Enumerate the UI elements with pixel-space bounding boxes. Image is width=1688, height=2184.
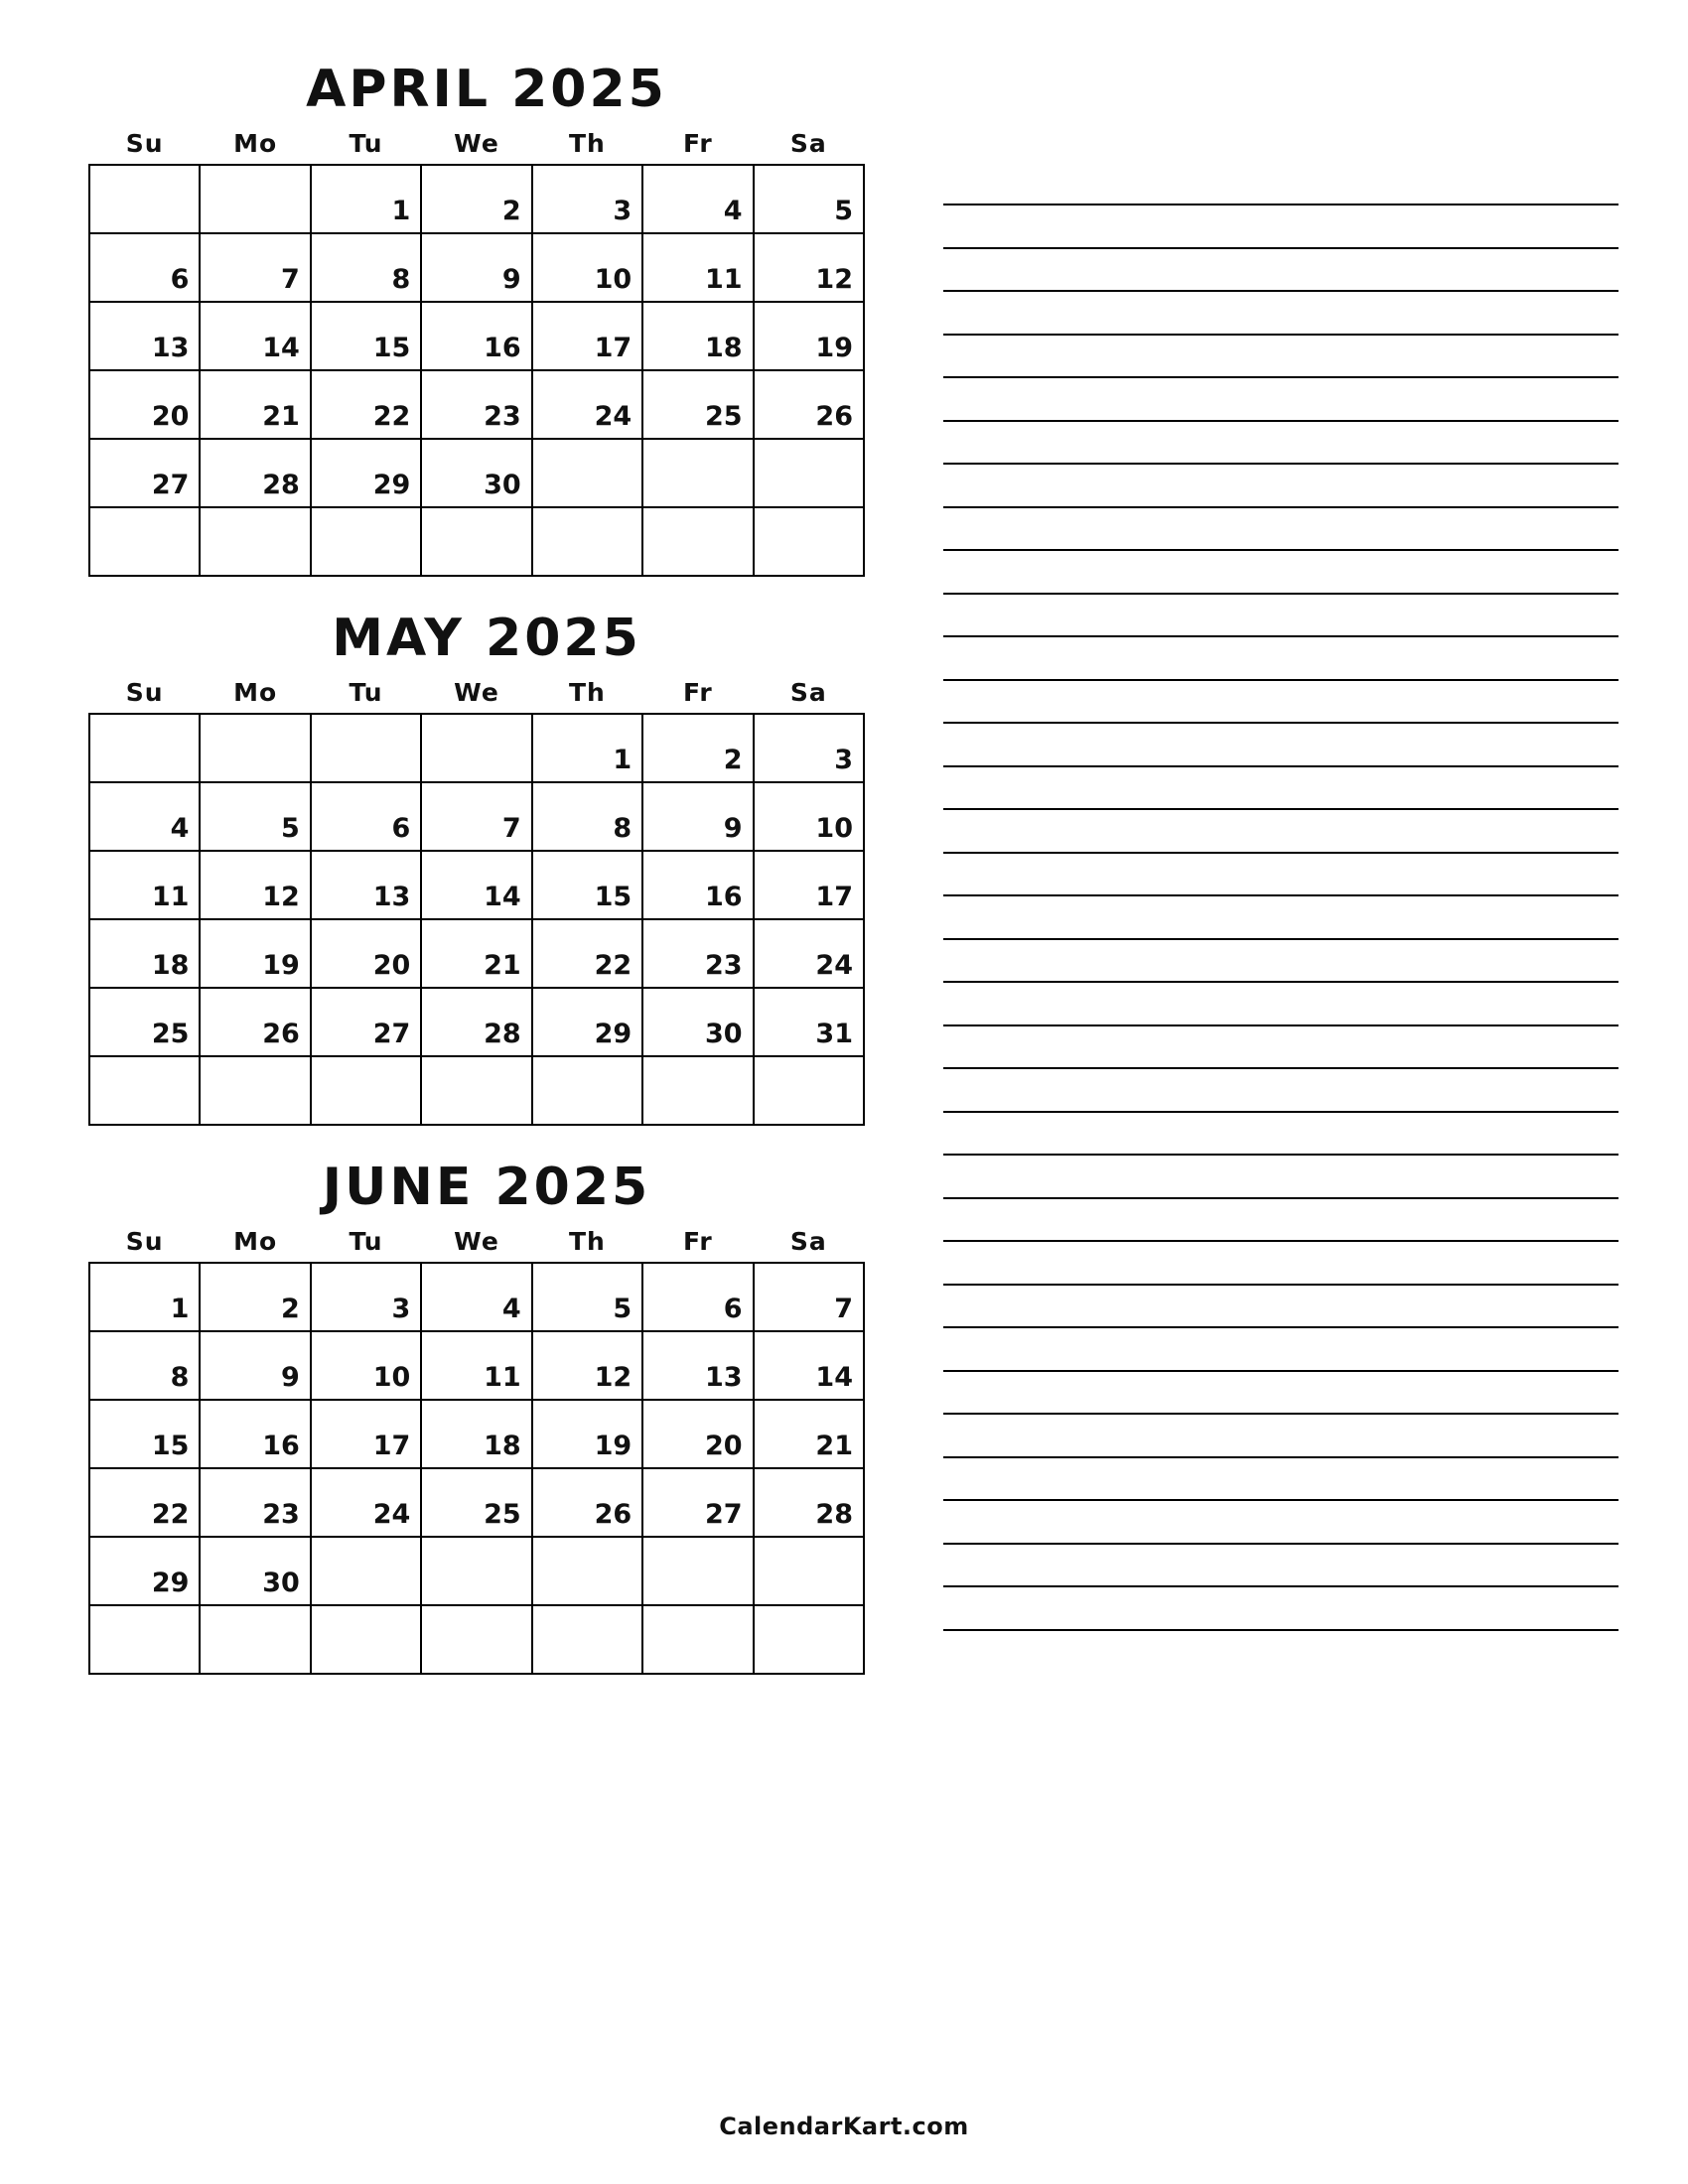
day-cell[interactable] (90, 1332, 201, 1401)
day-cell[interactable] (755, 303, 865, 371)
day-cell[interactable] (643, 989, 754, 1057)
day-cell[interactable] (643, 1469, 754, 1538)
day-number: 30 (704, 1019, 743, 1049)
note-line[interactable] (943, 767, 1618, 811)
note-line[interactable] (943, 1113, 1618, 1157)
day-cell[interactable] (312, 1538, 422, 1606)
weekday-header-may (89, 678, 864, 707)
day-number: 4 (723, 196, 743, 226)
day-number: 21 (484, 950, 521, 981)
day-cell[interactable] (201, 303, 311, 371)
day-cell[interactable] (755, 1332, 865, 1401)
month-title-june: JUNE 2025 (322, 1158, 651, 1217)
day-number: 4 (501, 1294, 521, 1324)
day-cell[interactable] (90, 234, 201, 303)
day-cell[interactable] (201, 852, 311, 920)
day-cell[interactable] (755, 715, 865, 783)
weekday-label-mo: Mo (233, 678, 278, 707)
day-cell[interactable] (312, 1057, 422, 1126)
day-cell[interactable] (312, 715, 422, 783)
day-number: 30 (484, 470, 521, 500)
day-cell[interactable] (533, 508, 643, 577)
day-cell[interactable] (90, 303, 201, 371)
day-cell[interactable] (422, 508, 532, 577)
day-number: 22 (372, 401, 411, 432)
day-cell[interactable] (90, 1057, 201, 1126)
day-number: 26 (262, 1019, 300, 1049)
weekday-label-mo: Mo (233, 129, 278, 158)
weekday-label-tu: Tu (349, 129, 383, 158)
day-cell[interactable] (201, 508, 311, 577)
day-number: 9 (501, 264, 521, 295)
day-cell[interactable] (422, 1469, 532, 1538)
day-cell[interactable] (90, 1264, 201, 1332)
note-line[interactable] (943, 292, 1618, 336)
weekday-label-su: Su (125, 678, 164, 707)
day-cell[interactable] (90, 1606, 201, 1675)
day-cell[interactable] (422, 920, 532, 989)
day-cell[interactable] (643, 1538, 754, 1606)
day-grid-may (88, 713, 865, 1126)
day-number: 23 (484, 401, 521, 432)
day-number: 20 (704, 1431, 743, 1461)
day-number: 5 (281, 813, 300, 844)
day-number: 2 (281, 1294, 300, 1324)
day-number: 16 (704, 882, 743, 912)
day-number: 1 (391, 196, 411, 226)
note-line[interactable] (943, 637, 1618, 681)
day-grid-june (88, 1262, 865, 1675)
day-number: 5 (834, 196, 853, 226)
weekday-header-june (89, 1227, 864, 1256)
day-number: 23 (704, 950, 743, 981)
note-line[interactable] (943, 1587, 1618, 1631)
day-number: 20 (151, 401, 190, 432)
note-line[interactable] (943, 1458, 1618, 1502)
note-line[interactable] (943, 508, 1618, 552)
day-number: 26 (594, 1499, 633, 1530)
day-cell[interactable] (312, 989, 422, 1057)
day-cell[interactable] (201, 783, 311, 852)
weekday-label-su: Su (125, 129, 164, 158)
day-cell[interactable] (533, 440, 643, 508)
day-cell[interactable] (422, 1264, 532, 1332)
day-cell[interactable] (90, 508, 201, 577)
day-cell[interactable] (312, 1264, 422, 1332)
weekday-label-sa: Sa (789, 678, 827, 707)
day-number: 6 (723, 1294, 743, 1324)
day-cell[interactable] (422, 1401, 532, 1469)
day-cell[interactable] (755, 508, 865, 577)
day-number: 12 (262, 882, 300, 912)
day-number: 7 (281, 264, 300, 295)
day-number: 29 (151, 1568, 190, 1598)
note-line[interactable] (943, 940, 1618, 984)
day-cell[interactable] (643, 508, 754, 577)
day-cell[interactable] (533, 1469, 643, 1538)
day-cell[interactable] (643, 783, 754, 852)
day-cell[interactable] (312, 852, 422, 920)
day-number: 3 (613, 196, 633, 226)
day-cell[interactable] (201, 371, 311, 440)
day-number: 17 (815, 882, 853, 912)
day-number: 27 (704, 1499, 743, 1530)
note-line[interactable] (943, 681, 1618, 725)
note-line[interactable] (943, 810, 1618, 854)
day-cell[interactable] (312, 234, 422, 303)
note-line[interactable] (943, 1156, 1618, 1199)
day-cell[interactable] (643, 1332, 754, 1401)
day-number: 26 (815, 401, 853, 432)
note-line[interactable] (943, 1415, 1618, 1458)
day-number: 8 (170, 1362, 190, 1393)
day-cell[interactable] (643, 166, 754, 234)
day-number: 12 (815, 264, 853, 295)
day-number: 23 (262, 1499, 300, 1530)
weekday-label-su: Su (125, 1227, 164, 1256)
day-number: 13 (704, 1362, 743, 1393)
weekday-label-fr: Fr (682, 129, 713, 158)
day-number: 7 (501, 813, 521, 844)
day-number: 1 (170, 1294, 190, 1324)
note-line[interactable] (943, 1026, 1618, 1070)
day-number: 18 (704, 333, 743, 363)
day-cell[interactable] (422, 166, 532, 234)
day-cell[interactable] (312, 1401, 422, 1469)
day-cell[interactable] (755, 234, 865, 303)
weekday-label-sa: Sa (789, 129, 827, 158)
day-cell[interactable] (533, 1401, 643, 1469)
weekday-label-tu: Tu (349, 678, 383, 707)
day-number: 15 (151, 1431, 190, 1461)
day-cell[interactable] (755, 920, 865, 989)
day-cell[interactable] (533, 1057, 643, 1126)
day-number: 24 (372, 1499, 411, 1530)
note-line[interactable] (943, 724, 1618, 767)
day-cell[interactable] (643, 1057, 754, 1126)
day-cell[interactable] (90, 371, 201, 440)
day-cell[interactable] (90, 1469, 201, 1538)
day-cell[interactable] (90, 852, 201, 920)
day-number: 1 (613, 745, 633, 775)
day-number: 27 (372, 1019, 411, 1049)
day-cell[interactable] (533, 783, 643, 852)
day-cell[interactable] (312, 783, 422, 852)
day-cell[interactable] (90, 783, 201, 852)
day-cell[interactable] (90, 920, 201, 989)
weekday-label-we: We (454, 129, 499, 158)
weekday-label-we: We (454, 678, 499, 707)
day-cell[interactable] (201, 1332, 311, 1401)
weekday-label-th: Th (568, 1227, 606, 1256)
day-cell[interactable] (755, 1057, 865, 1126)
day-number: 8 (613, 813, 633, 844)
day-cell[interactable] (533, 715, 643, 783)
day-number: 21 (815, 1431, 853, 1461)
note-line[interactable] (943, 854, 1618, 897)
day-cell[interactable] (643, 715, 754, 783)
day-cell[interactable] (755, 852, 865, 920)
note-line[interactable] (943, 1199, 1618, 1243)
note-line[interactable] (943, 551, 1618, 595)
weekday-label-fr: Fr (682, 1227, 713, 1256)
day-number: 12 (594, 1362, 633, 1393)
day-cell[interactable] (533, 166, 643, 234)
day-cell[interactable] (422, 989, 532, 1057)
day-number: 28 (815, 1499, 853, 1530)
day-cell[interactable] (533, 371, 643, 440)
day-cell[interactable] (755, 1264, 865, 1332)
day-cell[interactable] (643, 440, 754, 508)
day-cell[interactable] (643, 920, 754, 989)
day-number: 24 (815, 950, 853, 981)
day-cell[interactable] (201, 166, 311, 234)
note-line[interactable] (943, 465, 1618, 508)
month-title-may: MAY 2025 (332, 609, 641, 668)
day-cell[interactable] (201, 1264, 311, 1332)
day-cell[interactable] (312, 1469, 422, 1538)
day-cell[interactable] (643, 852, 754, 920)
day-cell[interactable] (90, 1538, 201, 1606)
weekday-label-mo: Mo (233, 1227, 278, 1256)
day-cell[interactable] (755, 1469, 865, 1538)
weekday-label-th: Th (568, 129, 606, 158)
day-cell[interactable] (755, 371, 865, 440)
note-line[interactable] (943, 1328, 1618, 1372)
day-cell[interactable] (755, 989, 865, 1057)
day-number: 15 (372, 333, 411, 363)
day-cell[interactable] (90, 989, 201, 1057)
day-number: 18 (151, 950, 190, 981)
day-number: 19 (594, 1431, 633, 1461)
day-number: 11 (151, 882, 190, 912)
day-number: 16 (262, 1431, 300, 1461)
day-cell[interactable] (90, 1401, 201, 1469)
day-number: 6 (170, 264, 190, 295)
day-number: 18 (484, 1431, 521, 1461)
day-cell[interactable] (643, 1606, 754, 1675)
day-number: 22 (594, 950, 633, 981)
day-number: 10 (815, 813, 853, 844)
day-number: 6 (391, 813, 411, 844)
day-number: 9 (281, 1362, 300, 1393)
day-cell[interactable] (755, 783, 865, 852)
day-number: 9 (723, 813, 743, 844)
day-cell[interactable] (422, 440, 532, 508)
day-cell[interactable] (643, 1264, 754, 1332)
day-cell[interactable] (312, 1332, 422, 1401)
day-cell[interactable] (422, 783, 532, 852)
day-number: 21 (262, 401, 300, 432)
weekday-label-we: We (454, 1227, 499, 1256)
day-number: 30 (262, 1568, 300, 1598)
day-cell[interactable] (201, 989, 311, 1057)
day-cell[interactable] (312, 1606, 422, 1675)
note-line[interactable] (943, 378, 1618, 422)
day-number: 2 (723, 745, 743, 775)
day-cell[interactable] (201, 1538, 311, 1606)
weekday-label-sa: Sa (789, 1227, 827, 1256)
day-cell[interactable] (201, 1469, 311, 1538)
day-cell[interactable] (755, 1538, 865, 1606)
day-number: 27 (151, 470, 190, 500)
notes-lines[interactable] (943, 204, 1618, 1631)
months-column (70, 60, 884, 1706)
day-cell[interactable] (312, 508, 422, 577)
day-cell[interactable] (755, 1401, 865, 1469)
month-block-may (70, 609, 884, 1126)
note-line[interactable] (943, 1286, 1618, 1329)
day-number: 24 (594, 401, 633, 432)
footer-branding: CalendarKart.com (719, 2113, 969, 2140)
day-cell[interactable] (755, 440, 865, 508)
day-cell[interactable] (312, 920, 422, 989)
day-cell[interactable] (201, 234, 311, 303)
day-number: 22 (151, 1499, 190, 1530)
day-cell[interactable] (422, 303, 532, 371)
day-number: 10 (594, 264, 633, 295)
note-line[interactable] (943, 1545, 1618, 1588)
note-line[interactable] (943, 422, 1618, 466)
weekday-label-th: Th (568, 678, 606, 707)
day-number: 28 (484, 1019, 521, 1049)
day-cell[interactable] (533, 1332, 643, 1401)
day-number: 7 (834, 1294, 853, 1324)
day-number: 2 (501, 196, 521, 226)
day-cell[interactable] (312, 303, 422, 371)
day-number: 25 (151, 1019, 190, 1049)
day-cell[interactable] (643, 371, 754, 440)
day-number: 3 (834, 745, 853, 775)
day-number: 13 (372, 882, 411, 912)
month-block-june (70, 1158, 884, 1675)
day-cell[interactable] (201, 1401, 311, 1469)
day-number: 17 (372, 1431, 411, 1461)
day-cell[interactable] (422, 852, 532, 920)
day-number: 14 (262, 333, 300, 363)
day-number: 5 (613, 1294, 633, 1324)
day-cell[interactable] (422, 1606, 532, 1675)
day-number: 10 (372, 1362, 411, 1393)
day-number: 28 (262, 470, 300, 500)
day-cell[interactable] (533, 989, 643, 1057)
day-number: 19 (815, 333, 853, 363)
day-number: 19 (262, 950, 300, 981)
note-line[interactable] (943, 983, 1618, 1026)
day-cell[interactable] (312, 166, 422, 234)
day-cell[interactable] (201, 715, 311, 783)
day-cell[interactable] (90, 715, 201, 783)
day-number: 13 (151, 333, 190, 363)
day-number: 11 (484, 1362, 521, 1393)
day-cell[interactable] (755, 1606, 865, 1675)
day-cell[interactable] (422, 234, 532, 303)
day-number: 17 (594, 333, 633, 363)
day-cell[interactable] (90, 166, 201, 234)
day-cell[interactable] (312, 371, 422, 440)
note-line[interactable] (943, 336, 1618, 379)
weekday-header-april (89, 129, 864, 158)
day-number: 14 (484, 882, 521, 912)
day-number: 25 (704, 401, 743, 432)
day-cell[interactable] (533, 1264, 643, 1332)
day-number: 29 (372, 470, 411, 500)
day-cell[interactable] (643, 303, 754, 371)
day-number: 4 (170, 813, 190, 844)
note-line[interactable] (943, 1242, 1618, 1286)
day-grid-april (88, 164, 865, 577)
day-number: 15 (594, 882, 633, 912)
day-number: 29 (594, 1019, 633, 1049)
weekday-label-fr: Fr (682, 678, 713, 707)
month-title-april: APRIL 2025 (306, 60, 667, 119)
day-cell[interactable] (533, 303, 643, 371)
day-cell[interactable] (312, 440, 422, 508)
day-cell[interactable] (90, 440, 201, 508)
day-cell[interactable] (422, 1538, 532, 1606)
day-cell[interactable] (201, 1057, 311, 1126)
day-cell[interactable] (643, 1401, 754, 1469)
note-line[interactable] (943, 595, 1618, 638)
day-number: 11 (704, 264, 743, 295)
month-block-april (70, 60, 884, 577)
day-number: 31 (815, 1019, 853, 1049)
day-number: 14 (815, 1362, 853, 1393)
day-cell[interactable] (533, 920, 643, 989)
day-cell[interactable] (533, 234, 643, 303)
day-number: 16 (484, 333, 521, 363)
note-line[interactable] (943, 249, 1618, 293)
notes-column (943, 60, 1618, 1631)
day-cell[interactable] (422, 1332, 532, 1401)
day-cell[interactable] (755, 166, 865, 234)
day-cell[interactable] (533, 1606, 643, 1675)
day-cell[interactable] (422, 715, 532, 783)
note-line[interactable] (943, 896, 1618, 940)
day-cell[interactable] (533, 1538, 643, 1606)
day-cell[interactable] (422, 371, 532, 440)
day-cell[interactable] (643, 234, 754, 303)
day-cell[interactable] (201, 440, 311, 508)
day-cell[interactable] (201, 1606, 311, 1675)
note-line[interactable] (943, 1069, 1618, 1113)
day-cell[interactable] (422, 1057, 532, 1126)
day-cell[interactable] (201, 920, 311, 989)
day-number: 8 (391, 264, 411, 295)
weekday-label-tu: Tu (349, 1227, 383, 1256)
day-number: 20 (372, 950, 411, 981)
page-columns (70, 60, 1618, 1706)
day-number: 25 (484, 1499, 521, 1530)
note-line[interactable] (943, 1501, 1618, 1545)
note-line[interactable] (943, 204, 1618, 249)
note-line[interactable] (943, 1372, 1618, 1416)
day-number: 3 (391, 1294, 411, 1324)
day-cell[interactable] (533, 852, 643, 920)
